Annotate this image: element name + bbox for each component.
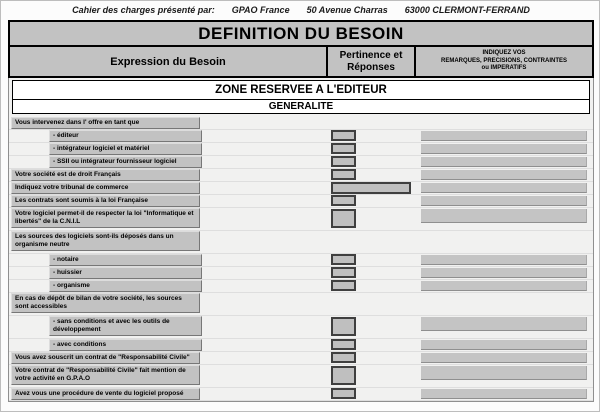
sub-question-label: - huissier [49, 267, 202, 279]
form-row [9, 352, 593, 365]
remark-field[interactable] [421, 170, 587, 180]
form-row [9, 280, 593, 293]
form-row [9, 365, 593, 388]
answer-box[interactable] [331, 130, 356, 141]
presenter-address: 50 Avenue Charras [306, 5, 388, 15]
form-row [9, 267, 593, 280]
remark-field[interactable] [421, 131, 587, 141]
question-label: Votre contrat de "Responsabilité Civile" fait mention de votre activité en G.P.A.O [11, 365, 200, 385]
remark-field[interactable] [421, 340, 587, 350]
remarks-header-line3: ou IMPERATIFS [481, 65, 527, 72]
form-row [9, 231, 593, 254]
presenter-label: Cahier des charges présenté par: [72, 5, 215, 15]
remark-field[interactable] [421, 144, 587, 154]
presenter-company: GPAO France [231, 5, 290, 15]
sub-question-label: - organisme [49, 280, 202, 292]
question-label: En cas de dépôt de bilan de votre société, les sources sont accessibles [11, 293, 200, 313]
answer-box[interactable] [331, 388, 356, 399]
sub-question-label: - éditeur [49, 130, 202, 142]
column-pertinence-reponses: Pertinence et Réponses [326, 47, 416, 76]
question-label: Votre logiciel permet-il de respecter la loi "Informatique et libertés" de la C.N.I.L [11, 208, 200, 228]
answer-box[interactable] [331, 366, 356, 385]
remarks-header-line1: INDIQUEZ VOS [482, 50, 526, 57]
sub-question-label: - avec conditions [49, 339, 202, 351]
answer-box[interactable] [331, 280, 356, 291]
question-label: Votre société est de droit Français [11, 169, 200, 181]
column-header-row [8, 47, 594, 78]
remark-field[interactable] [421, 366, 587, 380]
remark-field[interactable] [421, 317, 587, 331]
question-label: Vous intervenez dans l' offre en tant que [11, 117, 200, 129]
presenter-line [1, 5, 600, 15]
remark-field[interactable] [421, 255, 587, 265]
remark-field[interactable] [421, 196, 587, 206]
form-row [9, 182, 593, 195]
form-row [9, 293, 593, 316]
form-row [9, 117, 593, 130]
presenter-city: 63000 CLERMONT-FERRAND [404, 5, 530, 15]
form-body [8, 78, 594, 402]
question-label: Les contrats sont soumis à la loi Française [11, 195, 200, 207]
form-row [9, 143, 593, 156]
form-row [9, 254, 593, 267]
question-label: Les sources des logiciels sont-ils déposés dans un organisme neutre [11, 231, 200, 251]
answer-box[interactable] [331, 143, 356, 154]
answer-box[interactable] [331, 267, 356, 278]
remark-field[interactable] [421, 209, 587, 223]
answer-box[interactable] [331, 352, 356, 363]
question-label: Indiquez votre tribunal de commerce [11, 182, 200, 194]
remark-field[interactable] [421, 157, 587, 167]
generalite-banner: GENERALITE [12, 99, 590, 114]
sub-question-label: - SSII ou intégrateur fournisseur logiciel [49, 156, 202, 168]
form-row [9, 388, 593, 401]
zone-reservee-banner: ZONE RESERVEE A L'EDITEUR [12, 80, 590, 100]
remark-field[interactable] [421, 281, 587, 291]
answer-box[interactable] [331, 317, 356, 336]
answer-box[interactable] [331, 195, 356, 206]
question-rows [9, 117, 593, 401]
remark-field[interactable] [421, 268, 587, 278]
document-title: DEFINITION DU BESOIN [8, 20, 594, 47]
form-row [9, 195, 593, 208]
answer-box[interactable] [331, 169, 356, 180]
form-row [9, 130, 593, 143]
question-label: Avez vous une procédure de vente du logiciel proposé [11, 388, 200, 400]
answer-box[interactable] [331, 209, 356, 228]
column-remarques [416, 47, 592, 76]
definition-document [8, 20, 594, 402]
column-expression-du-besoin: Expression du Besoin [10, 47, 326, 76]
remark-field[interactable] [421, 389, 587, 399]
answer-box[interactable] [331, 156, 356, 167]
answer-box[interactable] [331, 254, 356, 265]
form-row [9, 339, 593, 352]
sub-question-label: - sans conditions et avec les outils de développement [49, 316, 202, 336]
remarks-header-line2: REMARQUES, PRECISIONS, CONTRAINTES [440, 57, 567, 64]
answer-box[interactable] [331, 339, 356, 350]
form-row [9, 169, 593, 182]
sub-question-label: - intégrateur logiciel et matériel [49, 143, 202, 155]
answer-box[interactable] [331, 182, 411, 194]
sub-question-label: - notaire [49, 254, 202, 266]
remark-field[interactable] [421, 183, 587, 193]
remark-field[interactable] [421, 353, 587, 363]
form-row [9, 156, 593, 169]
question-label: Vous avez souscrit un contrat de "Responsabilité Civile" [11, 352, 200, 364]
form-row [9, 208, 593, 231]
form-row [9, 316, 593, 339]
